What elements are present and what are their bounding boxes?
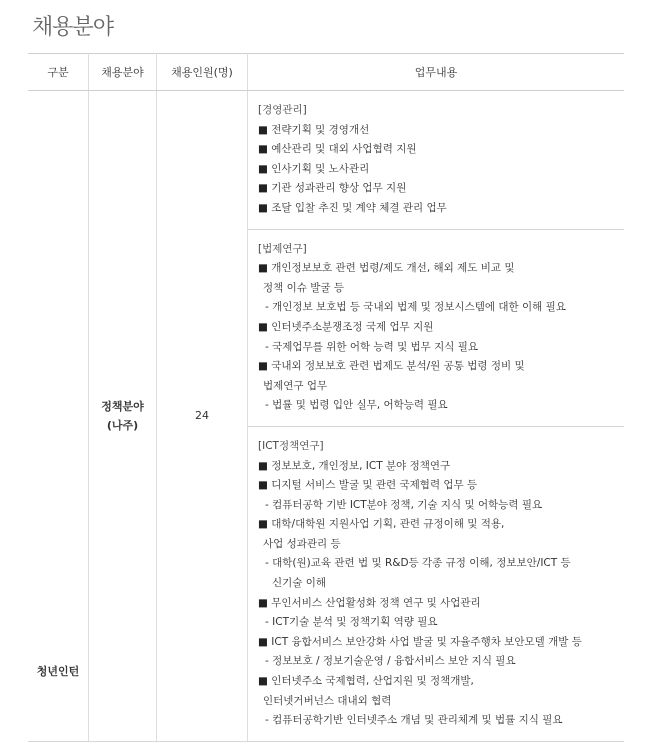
field-name: 정책분야 [101,399,144,413]
recruitment-table [28,53,624,742]
duty-bullet-item: ■ 정보보호, 개인정보, ICT 분야 정책연구 [258,457,624,477]
duty-bullet-item: ■ 예산관리 및 대외 사업협력 지원 [258,140,624,160]
duty-sub-item: - 국제업무를 위한 어학 능력 및 법무 지식 필요 [258,338,624,358]
header-count: 채용인원(명) [157,54,248,91]
duty-section-heading: [법제연구] [258,242,307,255]
duty-item-continuation: 법제연구 업무 [263,379,328,392]
duty-sub-item: - 컴퓨터공학기반 인터넷주소 개념 및 관리체계 및 법률 지식 필요 [258,711,624,731]
header-field: 채용분야 [89,54,157,91]
duty-section-ict-policy [248,426,625,741]
duty-bullet-item: ■ 대학/대학원 지원사업 기획, 관련 규정이해 및 적용, [258,515,624,535]
duty-sub-item: - 개인정보 보호법 등 국내외 법제 및 정보시스템에 대한 이해 필요 [258,298,624,318]
duty-sub-item: - 컴퓨터공학 기반 ICT분야 정책, 기술 지식 및 어학능력 필요 [258,496,624,516]
category-cell: 청년인턴 [28,91,89,742]
duty-bullet-item: ■ 인사기획 및 노사관리 [258,160,624,180]
duty-item-continuation: 신기술 이해 [272,577,327,590]
duty-section-management [248,91,625,230]
header-duty: 업무내용 [248,54,625,91]
duty-sub-item: - 대학(원)교육 관련 법 및 R&D등 각종 규정 이해, 정보보안/ICT 등 [258,554,624,574]
field-location: (나주) [106,418,139,432]
duty-sub-item: - ICT기술 분석 및 정책기획 역량 필요 [258,613,624,633]
duty-sub-item: - 법률 및 법령 입안 실무, 어학능력 필요 [258,396,624,416]
table-header-row [28,54,624,91]
duty-bullet-item: ■ 국내외 정보보호 관련 법제도 분석/원 공통 법령 정비 및 [258,357,624,377]
duty-bullet-item: ■ 인터넷주소 국제협력, 산업지원 및 정책개발, [258,672,624,692]
field-cell [89,91,157,742]
table-row [28,91,624,230]
count-cell: 24 [157,91,248,742]
duty-bullet-item: ■ 기관 성과관리 향상 업무 지원 [258,179,624,199]
duty-bullet-item: ■ ICT 융합서비스 보안강화 사업 발굴 및 자율주행차 보안모델 개발 등 [258,633,624,653]
duty-section-heading: [경영관리] [258,104,307,116]
duty-bullet-item: ■ 디지털 서비스 발굴 및 관련 국제협력 업무 등 [258,476,624,496]
section-title: 채용분야 [32,15,114,40]
duty-bullet-item: ■ 인터넷주소분쟁조정 국제 업무 지원 [258,318,624,338]
duty-bullet-item: ■ 무인서비스 산업활성화 정책 연구 및 사업관리 [258,594,624,614]
duty-section-legal [248,229,625,426]
duty-sub-item: - 정보보호 / 정보기술운영 / 융합서비스 보안 지식 필요 [258,652,624,672]
header-category: 구분 [28,54,89,91]
duty-bullet-item: ■ 전략기획 및 경영개선 [258,121,624,141]
duty-item-continuation: 사업 성과관리 등 [263,537,341,550]
duty-bullet-item: ■ 개인정보보호 관련 법령/제도 개선, 해외 제도 비교 및 [258,259,624,279]
duty-section-heading: [ICT정책연구] [258,439,324,452]
duty-item-continuation: 정책 이슈 발굴 등 [263,281,345,294]
duty-bullet-item: ■ 조달 입찰 추진 및 계약 체결 관리 업무 [258,199,624,219]
duty-item-continuation: 인터넷거버넌스 대내외 협력 [263,694,392,707]
